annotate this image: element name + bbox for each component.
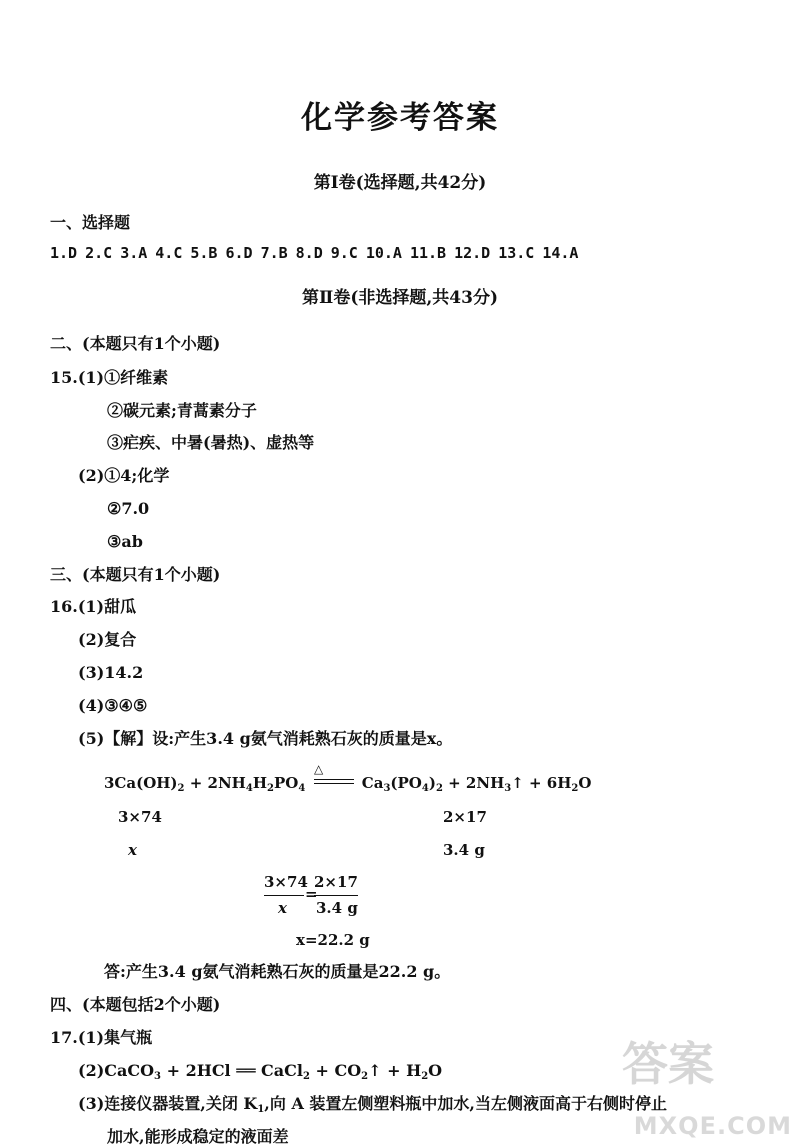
heat-symbol: △	[314, 762, 324, 776]
answer-item: 8.D	[295, 244, 323, 262]
section3-heading: 三、(本题只有1个小题)	[50, 565, 221, 584]
answer-item: 13.C	[498, 244, 535, 262]
q16-line: (5)【解】设:产生3.4 g氨气消耗熟石灰的质量是x。	[78, 729, 453, 748]
answer-item: 11.B	[409, 244, 447, 262]
unknown-x: x	[128, 841, 137, 859]
q15-line: ②7.0	[107, 499, 150, 518]
result-line: x=22.2 g	[296, 931, 370, 949]
mass-ratio: 2×17	[443, 808, 487, 826]
answer-line: 答:产生3.4 g氨气消耗熟石灰的质量是22.2 g。	[104, 962, 451, 981]
q15-line: ③疟疾、中暑(暑热)、虚热等	[107, 433, 315, 452]
proportion-equation: 3×74 x = 2×17 3.4 g	[264, 873, 358, 917]
watermark-site: MXQE.COM	[633, 1112, 792, 1140]
q15-line: (2)①4;化学	[78, 466, 170, 485]
part2-heading: 第Ⅱ卷(非选择题,共43分)	[302, 288, 498, 308]
answer-item: 12.D	[454, 244, 491, 262]
answer-item: 3.A	[120, 244, 148, 262]
q16-line: (4)③④⑤	[78, 696, 148, 715]
page-title: 化学参考答案	[301, 100, 499, 136]
q15-line: 15.(1)①纤维素	[50, 368, 169, 387]
answer-item: 1.D	[50, 244, 78, 262]
answer-item: 9.C	[330, 244, 358, 262]
q17-line: 加水,能形成稳定的液面差	[107, 1127, 289, 1146]
answer-item: 6.D	[225, 244, 253, 262]
choice-answers	[50, 243, 586, 263]
answer-item: 14.A	[542, 244, 579, 262]
fraction-bar	[264, 895, 304, 896]
watermark	[612, 1028, 798, 1146]
reaction-arrow	[314, 779, 354, 784]
watermark-logo: 答案	[622, 1037, 714, 1091]
q16-line: (2)复合	[78, 630, 137, 649]
q17-line: (2)CaCO$_3$ + 2HCl ══ CaCl$_2$ + $CO_2↑ + H_2O$	[78, 1061, 443, 1082]
chemical-equation: $3Ca(OH)_2 + 2NH_4H_2PO_4$ $Ca_3(PO_4)_2$ + $2NH_3↑ + 6H_2O$	[104, 774, 592, 794]
answer-item: 4.C	[155, 244, 183, 262]
q15-line: ③ab	[107, 532, 143, 551]
section4-heading: 四、(本题包括2个小题)	[50, 995, 221, 1014]
fraction-bar	[314, 895, 358, 896]
part1-heading: 第Ⅰ卷(选择题,共42分)	[313, 173, 487, 193]
answer-item: 5.B	[190, 244, 218, 262]
answer-item: 2.C	[85, 244, 113, 262]
answer-item: 7.B	[260, 244, 288, 262]
given-mass: 3.4 g	[443, 841, 485, 859]
answer-item: 10.A	[365, 244, 402, 262]
q16-line: (3)14.2	[78, 663, 144, 682]
q16-line: 16.(1)甜瓜	[50, 597, 137, 616]
section1-heading: 一、选择题	[50, 213, 131, 232]
q15-line: ②碳元素;青蒿素分子	[107, 401, 257, 420]
q17-line: (3)连接仪器装置,关闭 $K_1$,向 A 装置左侧塑料瓶中加水,当左侧液面高于右侧时停止	[78, 1094, 667, 1115]
mass-ratio: 3×74	[118, 808, 162, 826]
section2-heading: 二、(本题只有1个小题)	[50, 334, 221, 353]
q17-line: 17.(1)集气瓶	[50, 1028, 153, 1047]
